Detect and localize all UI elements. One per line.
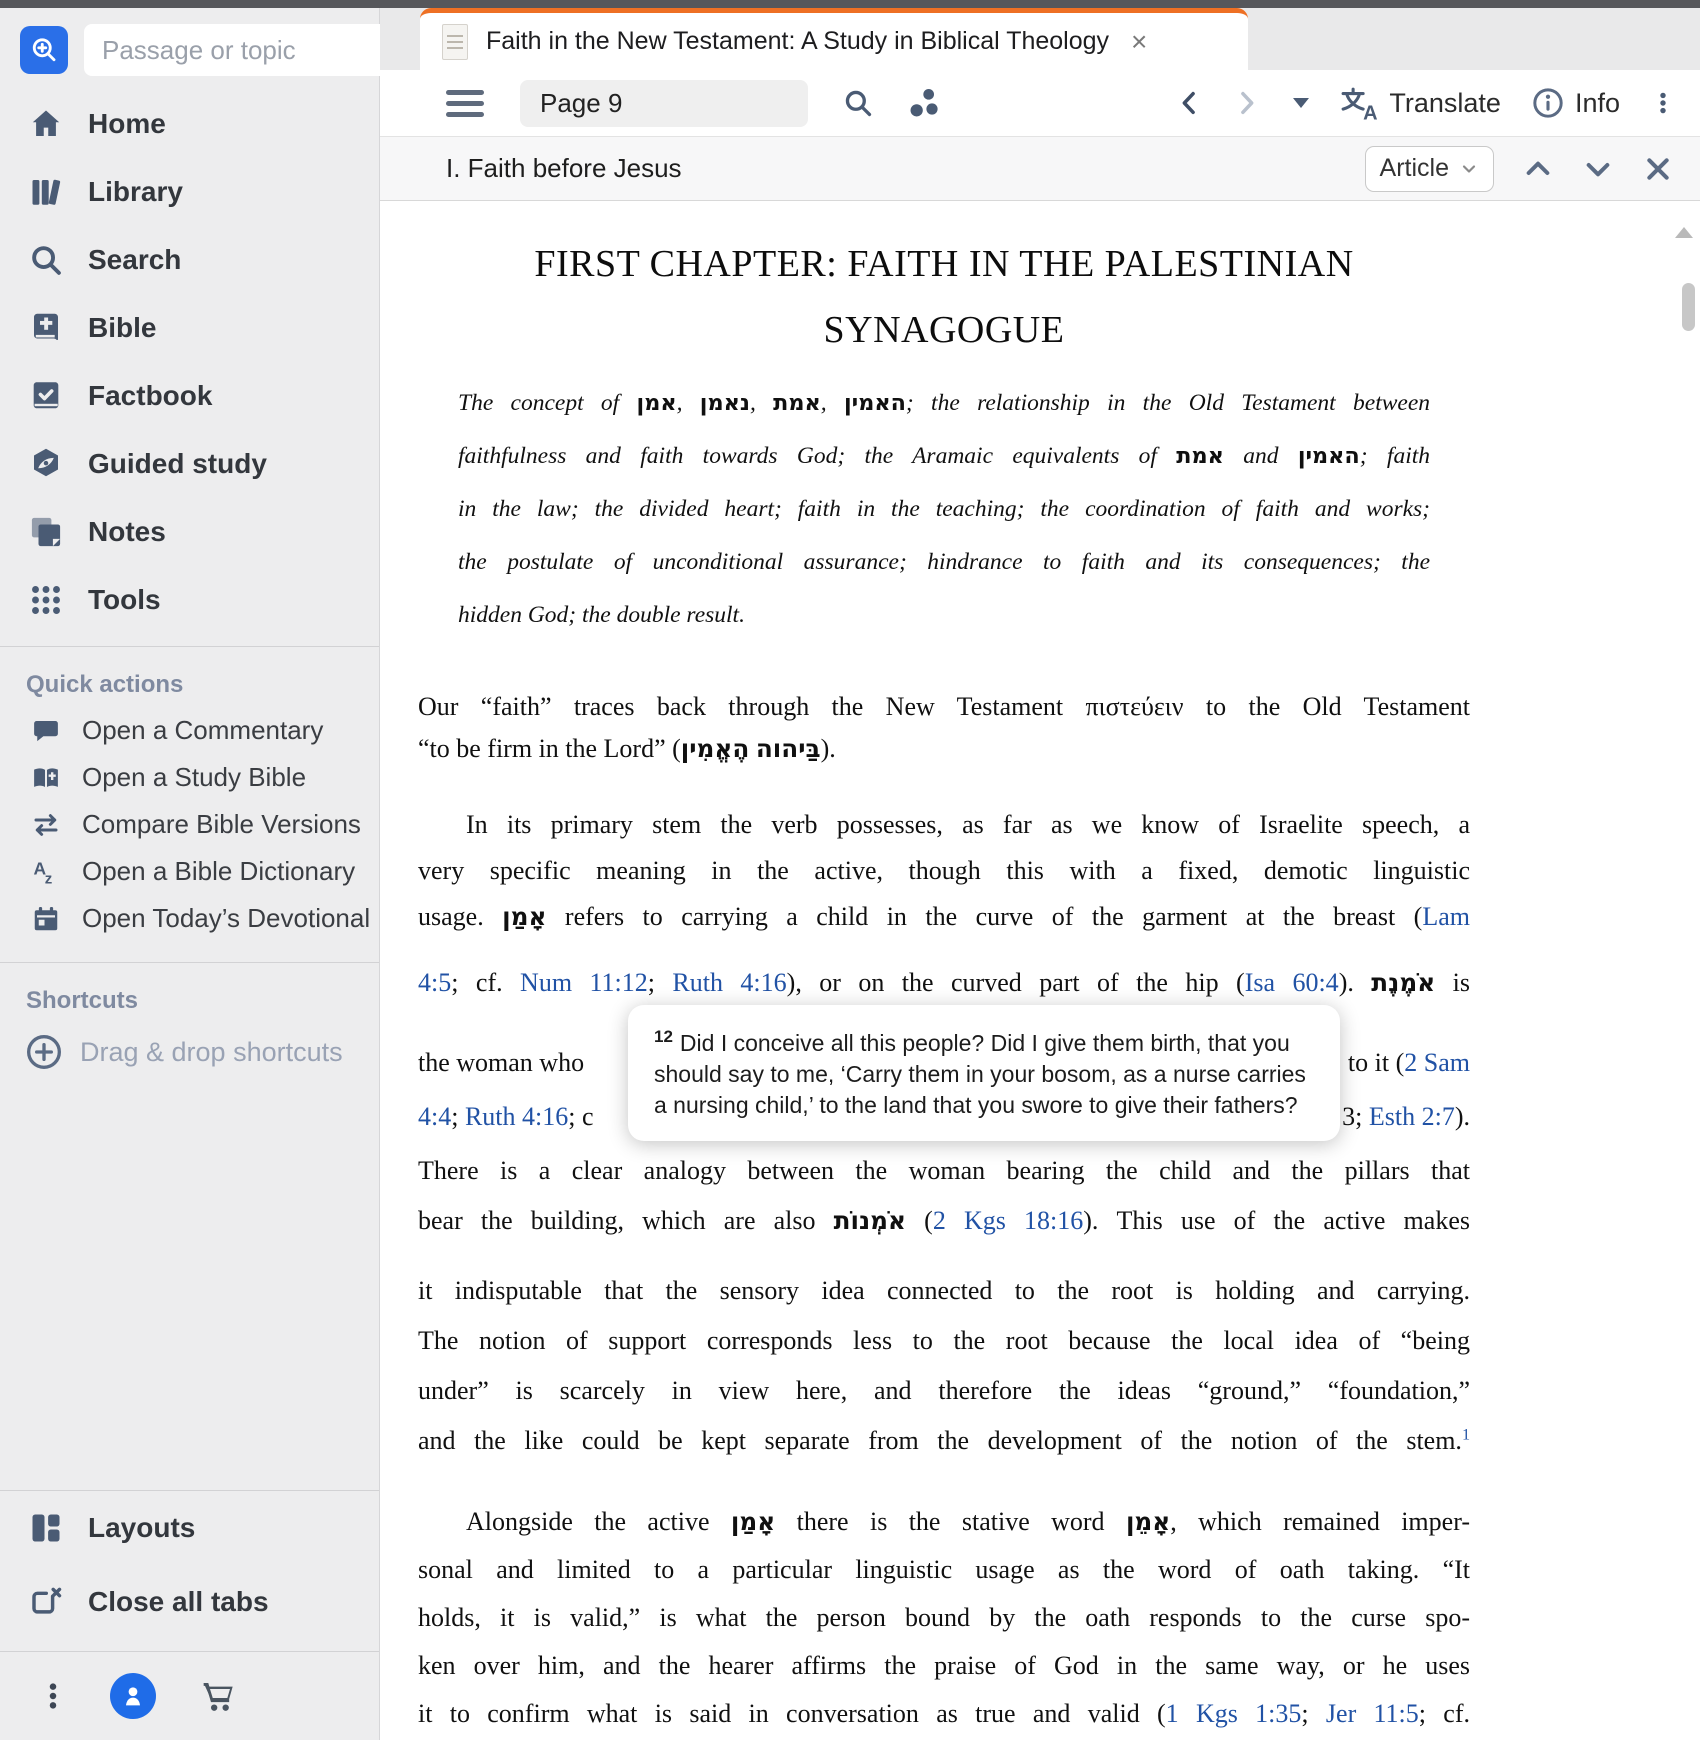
- sidebar-spacer: [0, 1081, 379, 1478]
- text-run: ).: [820, 734, 836, 763]
- scripture-ref-link[interactable]: Num 11:12: [520, 968, 648, 997]
- drag-drop-shortcuts-label: Drag & drop shortcuts: [80, 1036, 343, 1067]
- translate-icon: [1339, 85, 1379, 121]
- text-line: [418, 1146, 1470, 1196]
- text-run: 3;: [1342, 1102, 1369, 1131]
- text-run: the woman who: [418, 1048, 585, 1077]
- text-line: [418, 1316, 1470, 1366]
- sidebar-item-notes[interactable]: [0, 498, 379, 566]
- text-run: it to confirm what is said in conversation as true and valid (: [418, 1699, 1166, 1728]
- hebrew-term: אמת: [1176, 443, 1224, 469]
- close-reading-view-icon[interactable]: [1642, 153, 1674, 185]
- hebrew-term: האמין: [843, 390, 906, 416]
- scripture-preview-tooltip: [628, 1005, 1340, 1141]
- text-run: The concept of: [458, 390, 637, 416]
- previous-article-button[interactable]: [1522, 153, 1554, 185]
- text-line: [418, 894, 1470, 940]
- text-run: The notion of support corresponds less to the root because the local idea of “being: [418, 1326, 1470, 1355]
- text-run: very specific meaning in the active, though this with a fixed, demotic linguistic: [418, 856, 1470, 885]
- back-button[interactable]: [1175, 87, 1203, 119]
- text-run: ;: [647, 968, 673, 997]
- sidebar-item-home[interactable]: [0, 90, 379, 158]
- chapter-title: [418, 231, 1470, 363]
- scripture-ref-link[interactable]: Lam: [1422, 902, 1470, 931]
- main-panel: [380, 8, 1700, 1740]
- tab-bar: [380, 8, 1700, 70]
- text-run: ;: [1301, 1699, 1326, 1728]
- quick-action-open-dictionary[interactable]: [0, 848, 379, 895]
- paragraph: [418, 1146, 1470, 1466]
- quick-actions-header: Quick actions: [26, 671, 184, 698]
- chapter-summary: [458, 377, 1430, 642]
- cart-icon[interactable]: [198, 1676, 238, 1716]
- info-button[interactable]: [1531, 86, 1620, 120]
- guided-study-compass-icon: [24, 446, 68, 482]
- scrollbar-thumb[interactable]: [1682, 283, 1695, 331]
- hebrew-term: אֹמְנוֹת: [833, 1206, 907, 1235]
- chevron-down-icon: [1459, 159, 1479, 179]
- drag-drop-shortcuts-target[interactable]: [0, 1023, 379, 1081]
- footnote-marker: 1: [1461, 1426, 1470, 1444]
- text-run: and the like could be kept separate from the development of the notion of the stem.: [418, 1426, 1462, 1455]
- user-avatar[interactable]: [110, 1673, 156, 1719]
- window-top-strip: [0, 0, 1700, 8]
- resource-toolbar: [380, 70, 1700, 136]
- inline-search-icon[interactable]: [842, 87, 874, 119]
- history-dropdown-caret-icon[interactable]: [1293, 98, 1309, 108]
- search-icon: [24, 242, 68, 278]
- article-page: [380, 201, 1700, 1738]
- text-line: [418, 1594, 1470, 1642]
- quick-action-open-study-bible[interactable]: [0, 754, 379, 801]
- panel-menu-icon[interactable]: [446, 84, 484, 123]
- sidebar-item-search[interactable]: [0, 226, 379, 294]
- translate-label: Translate: [1389, 87, 1501, 118]
- sidebar-item-label: Tools: [88, 584, 161, 615]
- text-run: There is a clear analogy between the woman bearing the child and the pillars that: [418, 1156, 1470, 1185]
- factbook-check-icon: [24, 378, 68, 414]
- text-line: [418, 848, 1470, 894]
- translate-button[interactable]: [1339, 85, 1501, 121]
- scripture-ref-link[interactable]: 1 Kgs 1:35: [1165, 1699, 1302, 1728]
- page-locator-input[interactable]: [520, 80, 808, 127]
- text-line: [418, 1266, 1470, 1316]
- text-run: refers to carrying a child in the curve of the garment at the breast (: [546, 902, 1423, 931]
- scrollbar-up-arrow[interactable]: [1675, 227, 1693, 238]
- quick-action-label: Open a Commentary: [82, 715, 324, 745]
- text-run: ; the relationship in the Old Testament between: [905, 390, 1431, 416]
- text-run: holds, it is valid,” is what the person bound by the oath responds to the curse spo-: [418, 1603, 1470, 1632]
- quick-action-label: Open Today’s Devotional: [82, 903, 371, 933]
- tab-title: Faith in the New Testament: A Study in Biblical Theology: [486, 27, 1110, 55]
- text-line: [418, 686, 1470, 728]
- logos-app-logo[interactable]: [20, 26, 68, 74]
- text-run: the postulate of unconditional assurance; hindrance to faith and its consequences; the: [458, 549, 1430, 575]
- sidebar-item-bible[interactable]: [0, 294, 379, 362]
- text-line: [458, 589, 1430, 642]
- a-to-z-icon: [26, 857, 66, 887]
- text-run: Alongside the active: [466, 1507, 731, 1536]
- text-run: ).: [1454, 1102, 1470, 1131]
- magnifier-cross-icon: [29, 35, 59, 65]
- text-run: hidden God; the double result.: [458, 602, 745, 628]
- scripture-ref-link[interactable]: 2 Sam: [1404, 1048, 1470, 1077]
- sidebar-item-label: Layouts: [88, 1512, 196, 1543]
- hebrew-term: בַּיהוה: [755, 734, 821, 763]
- layouts-grid-icon: [24, 1510, 68, 1546]
- view-mode-select[interactable]: [1365, 146, 1494, 192]
- related-passages-icon[interactable]: [908, 87, 940, 119]
- book-cover-thumbnail-icon: [442, 24, 468, 60]
- sidebar-item-layouts[interactable]: [0, 1491, 379, 1565]
- hebrew-term: אמת: [773, 390, 821, 416]
- text-line: [418, 960, 1470, 1006]
- svg-text:A: A: [33, 858, 47, 878]
- document-body: [380, 201, 1700, 1740]
- tools-grid-icon: [24, 582, 68, 618]
- sidebar-divider: [0, 962, 379, 963]
- hebrew-term: אָמֵן: [1125, 1507, 1171, 1536]
- text-run: faithfulness and faith towards God; the Aramaic equivalents of: [458, 443, 1177, 469]
- sidebar-item-factbook[interactable]: [0, 362, 379, 430]
- text-line: [418, 1546, 1470, 1594]
- scripture-ref-link[interactable]: 4:4: [418, 1102, 452, 1131]
- sidebar-item-label: Notes: [88, 516, 166, 547]
- paragraph: [418, 686, 1470, 770]
- text-run: to the Old Testament: [1183, 692, 1471, 721]
- quick-action-open-devotional[interactable]: [0, 895, 379, 942]
- hebrew-term: נאמן: [699, 390, 750, 416]
- text-line: [458, 377, 1430, 430]
- text-run: ;: [451, 1102, 465, 1131]
- view-mode-value: Article: [1379, 154, 1449, 182]
- forward-button[interactable]: [1233, 87, 1261, 119]
- sidebar-footer: [0, 1652, 379, 1740]
- sidebar: [0, 8, 380, 1740]
- text-run: is: [1435, 968, 1470, 997]
- sidebar-item-label: Home: [88, 108, 166, 139]
- sidebar-item-label: Guided study: [88, 448, 267, 479]
- hebrew-term: הֶאֱמִין: [680, 734, 750, 763]
- sidebar-item-label: Bible: [88, 312, 157, 343]
- sidebar-top: [0, 8, 379, 76]
- document-header: [380, 136, 1700, 201]
- text-run: ,: [749, 390, 774, 416]
- text-run: ,: [676, 390, 700, 416]
- scripture-ref-link[interactable]: Isa 60:4: [1244, 968, 1339, 997]
- quick-action-label: Open a Bible Dictionary: [82, 856, 356, 886]
- text-run: ; faith: [1359, 443, 1430, 469]
- text-run: πιστεύειν: [1085, 692, 1184, 721]
- text-run: usage.: [418, 902, 503, 931]
- text-run: under” is scarcely in view here, and therefore the ideas “ground,” “foundation,”: [418, 1376, 1470, 1405]
- panel-overflow-kebab-icon[interactable]: [1650, 86, 1676, 120]
- chapter-title-line: FIRST CHAPTER: FAITH IN THE PALESTINIAN: [534, 243, 1354, 285]
- text-run: Our “faith” traces back through the New Testament: [418, 692, 1086, 721]
- text-run: sonal and limited to a particular linguistic usage as the word of oath taking. “It: [418, 1555, 1470, 1584]
- sidebar-item-tools[interactable]: [0, 566, 379, 634]
- library-books-icon: [24, 174, 68, 210]
- quick-action-open-commentary[interactable]: [0, 707, 379, 754]
- text-run: ; c: [568, 1102, 594, 1131]
- text-run: in the law; the divided heart; faith in the teaching; the coordination of faith and works;: [458, 496, 1430, 522]
- sidebar-item-label: Library: [88, 176, 183, 207]
- scripture-ref-link[interactable]: Esth 2:7: [1368, 1102, 1455, 1131]
- text-run: , which remained imper-: [1170, 1507, 1470, 1536]
- hebrew-term: האמין: [1297, 443, 1360, 469]
- tab-close-icon[interactable]: ×: [1131, 25, 1148, 57]
- text-run: ).: [1338, 968, 1372, 997]
- hebrew-term: אָמַן: [502, 902, 547, 931]
- text-line: [418, 1498, 1470, 1546]
- shortcuts-header: Shortcuts: [26, 987, 139, 1014]
- plus-circle-icon: [24, 1032, 64, 1072]
- verse-text: Did I conceive all this people? Did I give them birth, that you should say to me, ‘Carry them in your bosom, as a nurse carries a nursing child,’ to the land that you swore to give their fathers?: [654, 1030, 1306, 1118]
- hebrew-term: אמן: [636, 390, 677, 416]
- breadcrumb[interactable]: I. Faith before Jesus: [446, 153, 682, 183]
- close-tabs-icon: [24, 1584, 68, 1620]
- verse-number: 12: [654, 1027, 673, 1046]
- text-run: ken over him, and the hearer affirms the praise of God in the same way, or he uses: [418, 1651, 1470, 1680]
- open-book-cross-icon: [26, 763, 66, 793]
- quick-action-compare-versions[interactable]: [0, 801, 379, 848]
- svg-text:A: A: [1363, 102, 1378, 121]
- text-line: [418, 728, 1470, 770]
- text-run: there is the stative word: [775, 1507, 1126, 1536]
- text-run: bear the building, which are also: [418, 1206, 834, 1235]
- text-line: [418, 1642, 1470, 1690]
- text-run: In its primary stem the verb possesses, as far as we know of Israelite speech, a: [466, 810, 1470, 839]
- quick-action-label: Open a Study Bible: [82, 762, 307, 792]
- text-run: ; cf.: [1418, 1699, 1471, 1728]
- info-label: Info: [1574, 87, 1620, 118]
- hebrew-term: אָמַן: [730, 1507, 776, 1536]
- scripture-ref-link[interactable]: 4:5: [418, 968, 452, 997]
- paragraph: [418, 1498, 1470, 1738]
- sidebar-item-label: Close all tabs: [88, 1586, 269, 1617]
- sidebar-item-label: Factbook: [88, 380, 213, 411]
- text-line: [458, 483, 1430, 536]
- info-icon: [1531, 86, 1565, 120]
- text-run: ), or on the curved part of the hip (: [786, 968, 1245, 997]
- chapter-title-line: SYNAGOGUE: [823, 309, 1065, 351]
- calendar-icon: [26, 904, 66, 934]
- text-run: ). This use of the active makes: [1083, 1206, 1470, 1235]
- sidebar-nav: [0, 90, 379, 634]
- text-run: (: [906, 1206, 933, 1235]
- text-line: [418, 1366, 1470, 1416]
- text-line: [418, 1690, 1470, 1738]
- swap-arrows-icon: [26, 810, 66, 840]
- next-article-button[interactable]: [1582, 153, 1614, 185]
- scripture-ref-link[interactable]: 2 Kgs 18:16: [932, 1206, 1084, 1235]
- comment-bubble-icon: [26, 716, 66, 746]
- notes-stack-icon: [24, 514, 68, 550]
- sidebar-item-guided-study[interactable]: [0, 430, 379, 498]
- sidebar-item-label: Search: [88, 244, 182, 275]
- bible-cross-icon: [24, 310, 68, 346]
- svg-text:z: z: [44, 869, 53, 887]
- text-run: and: [1223, 443, 1298, 469]
- text-run: ,: [820, 390, 844, 416]
- tab-faith-in-the-new-testament[interactable]: [420, 8, 1248, 70]
- quick-action-label: Compare Bible Versions: [82, 809, 361, 839]
- home-icon: [24, 106, 68, 142]
- sidebar-item-library[interactable]: [0, 158, 379, 226]
- text-line: [418, 1196, 1470, 1246]
- scripture-ref-link[interactable]: Jer 11:5: [1325, 1699, 1419, 1728]
- overflow-kebab-icon[interactable]: [38, 1678, 68, 1714]
- text-line: [458, 430, 1430, 483]
- text-line: [418, 802, 1470, 848]
- sidebar-divider: [0, 646, 379, 647]
- text-line: [418, 1416, 1470, 1466]
- text-run: to it (: [1347, 1048, 1405, 1077]
- hebrew-term: אֹמֶנֶת: [1371, 968, 1436, 997]
- sidebar-item-close-all-tabs[interactable]: [0, 1565, 379, 1639]
- text-run: “to be firm in the Lord” (: [418, 734, 681, 763]
- text-run: ; cf.: [451, 968, 521, 997]
- text-run: it indisputable that the sensory idea connected to the root is holding and carrying.: [418, 1276, 1470, 1305]
- scripture-ref-link[interactable]: Ruth 4:16: [672, 968, 787, 997]
- text-line: [458, 536, 1430, 589]
- scripture-ref-link[interactable]: Ruth 4:16: [464, 1102, 569, 1131]
